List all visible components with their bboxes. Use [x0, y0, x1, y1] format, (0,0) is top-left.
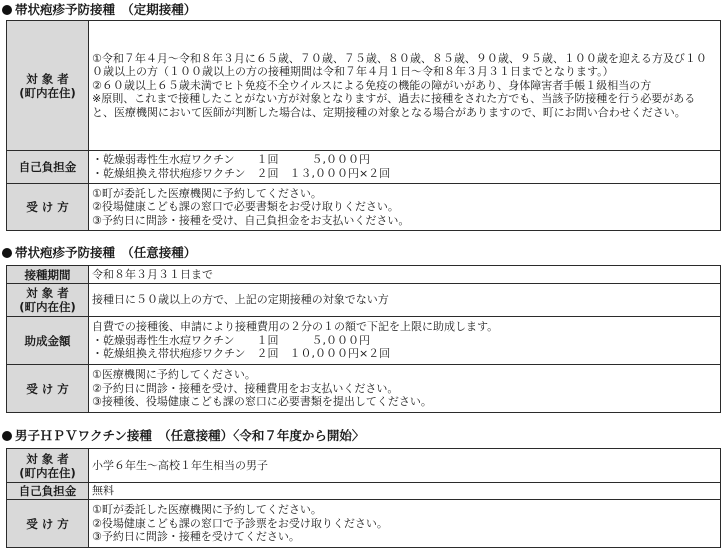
- cost-value-cell: ・乾燥弱毒性生水痘ワクチン １回 ５,０００円 ・乾燥組換え帯状疱疹ワクチン ２回 １３,０００円×２回: [89, 151, 721, 184]
- section3-table: [6, 448, 721, 548]
- section2-accept-row: [7, 365, 721, 413]
- section2-subsidy-row: [7, 317, 721, 365]
- period-value-cell: 令和８年３月３１日まで: [89, 266, 721, 284]
- target-value-cell: 小学６年生～高校１年生相当の男子: [89, 449, 721, 483]
- section2-period-row: [7, 266, 721, 284]
- accept-value-cell: ①町が委託した医療機関に予約してください。 ②役場健康こども課の窓口で予診票をお受け取りください。 ③予約日に問診・接種を受けてください。: [89, 500, 721, 548]
- accept-value-cell: ①町が委託した医療機関に予約してください。 ②役場健康こども課の窓口で必要書類をお受け取りください。 ③予約日に問診・接種を受け、自己負担金をお支払いください。: [89, 184, 721, 231]
- bullet-dot-icon: [2, 248, 12, 258]
- section3-cost-row: [7, 483, 721, 500]
- section1-cost-row: [7, 151, 721, 184]
- accept-value-cell: ①医療機関に予約してください。 ②予約日に問診・接種を受け、接種費用をお支払いください。 ③接種後、役場健康こども課の窓口に必要書類を提出してください。: [89, 365, 721, 413]
- accept-label-cell: 受 け 方: [7, 500, 89, 548]
- target-label-cell: 対 象 者 (町内在住): [7, 284, 89, 317]
- section1-target-row: [7, 21, 721, 151]
- accept-label-cell: 受 け 方: [7, 365, 89, 413]
- target-label-cell: 対 象 者 (町内在住): [7, 449, 89, 483]
- bullet-dot-icon: [2, 5, 12, 15]
- section3-title: 男子ＨＰＶワクチン接種 （任意接種）〈令和７年度から開始〉: [2, 428, 364, 444]
- period-label-cell: 接種期間: [7, 266, 89, 284]
- section2-table: [6, 265, 721, 413]
- target-label-cell: 対 象 者 (町内在住): [7, 21, 89, 151]
- section3-target-row: [7, 449, 721, 483]
- section1-accept-row: [7, 184, 721, 231]
- cost-value-cell: 無料: [89, 483, 721, 500]
- section3-accept-row: [7, 500, 721, 548]
- section1-title: 帯状疱疹予防接種 （定期接種）: [2, 2, 196, 18]
- target-value-cell: 接種日に５０歳以上の方で、上記の定期接種の対象でない方: [89, 284, 721, 317]
- subsidy-value-cell: 自費での接種後、申請により接種費用の２分の１の額で下記を上限に助成します。 ・乾燥弱毒性生水痘ワクチン １回 ５,０００円 ・乾燥組換え帯状疱疹ワクチン ２回 １０,０００円×２回: [89, 317, 721, 365]
- target-value-cell: ①令和７年４月～令和８年３月に６５歳、７０歳、７５歳、８０歳、８５歳、９０歳、９５歳、１００歳を迎える方及び１００歳以上の方（１００歳以上の方の接種期間は令和７年４月１日～令和８年３月３１日までとなります。） ②６０歳以上６５歳未満でヒト免疫不全ウイルスによる免疫の機能の障がいがあり、身体障害者手帳１級相当の方 ※原則、これまで接種したことがない方が対象となりますが、過去に接種をされた方でも、当該予防接種を行う必要があると、医療機関において医師が判断した場合は、定期接種の対象となる場合がありますので、町にお問い合わせください。: [89, 21, 721, 151]
- section2-title: 帯状疱疹予防接種 （任意接種）: [2, 245, 196, 261]
- accept-label-cell: 受 け 方: [7, 184, 89, 231]
- subsidy-label-cell: 助成金額: [7, 317, 89, 365]
- cost-label-cell: 自己負担金: [7, 483, 89, 500]
- section2-target-row: [7, 284, 721, 317]
- cost-label-cell: 自己負担金: [7, 151, 89, 184]
- section1-table: [6, 20, 721, 231]
- bullet-dot-icon: [2, 431, 12, 441]
